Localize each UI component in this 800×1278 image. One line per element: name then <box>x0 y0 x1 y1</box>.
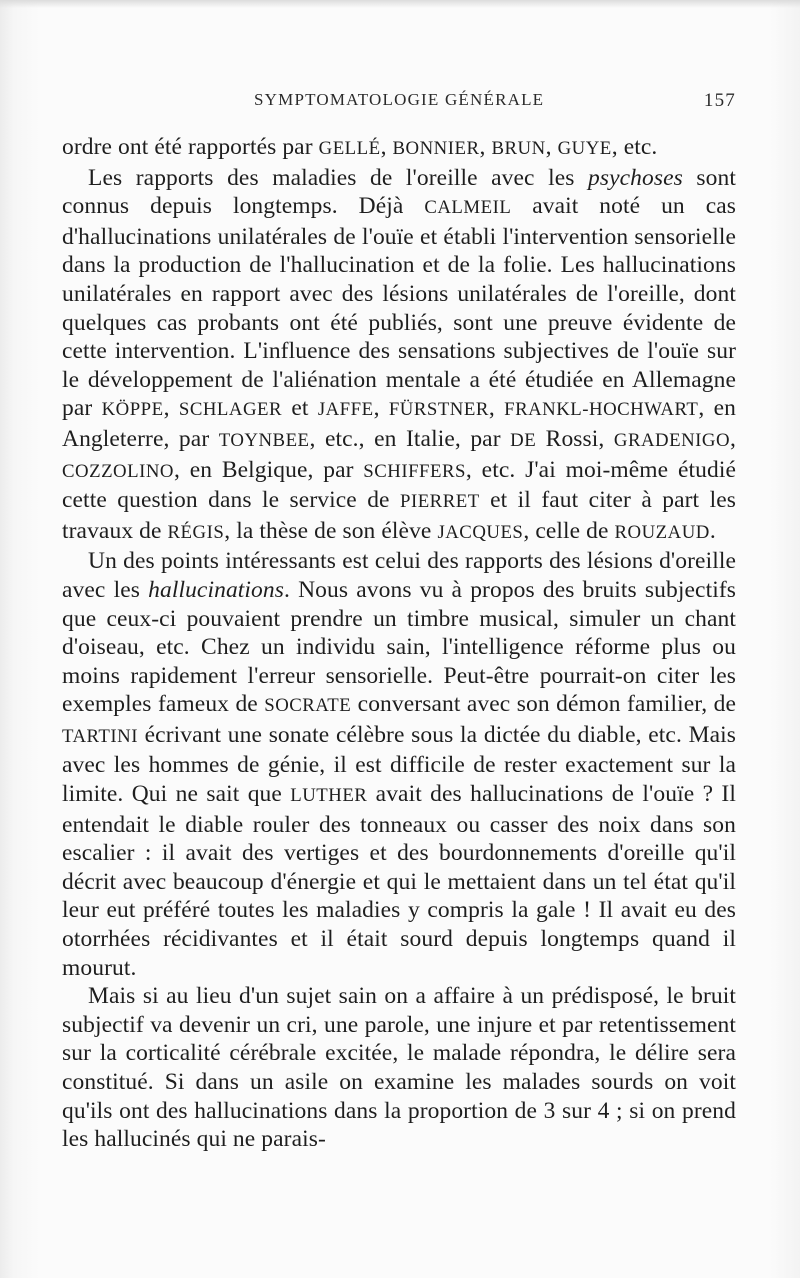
text-run: ordre ont été rapportés par <box>62 134 319 160</box>
text-run: , etc. J'ai moi-même étudié cette question dans le service de <box>62 456 736 514</box>
author-name: COZZOLINO <box>62 460 174 482</box>
text-run: , en Belgique, par <box>173 456 364 483</box>
text-run: , <box>730 425 737 452</box>
text-run: , <box>545 134 558 160</box>
text-run: , <box>488 395 505 422</box>
author-name: RÉGIS <box>167 521 225 543</box>
running-head-title: SYMPTOMATOLOGIE GÉNÉRALE <box>254 90 545 109</box>
author-name: FÜRSTNER <box>388 399 489 421</box>
body-text <box>62 133 736 1154</box>
text-run: , etc., en Italie, par <box>309 425 511 452</box>
text-run: , <box>163 395 179 422</box>
paragraph-continuation <box>62 133 736 164</box>
author-name: GRADENIGO <box>613 429 731 451</box>
text-run: Mais si au lieu d'un sujet sain on a affaire à un prédisposé, le bruit subjectif va devenir un cri, une parole, une injure et par retentissement sur la corticalité cérébrale excitée, le malade répondra, le délire sera constitué. Si dans un asile on examine les malades sourds on voit qu'ils ont des hallucinations dans la proportion de 3 sur 4 ; si on prend les hallucinés qui ne parais- <box>62 983 736 1153</box>
text-run: , <box>373 395 389 422</box>
text-run: , la thèse de son élève <box>224 517 438 544</box>
author-name: SOCRATE <box>264 695 352 717</box>
paragraph-hallucinations <box>62 547 736 982</box>
author-name: TOYNBEE <box>218 429 310 451</box>
author-name: SCHIFFERS <box>363 460 466 482</box>
text-run: avait des hallucinations de l'ouïe ? Il entendait le diable rouler des tonneaux ou casser des noix dans son escalier : il avait des vertiges et des bourdonnements d'oreille qu'il décrit avec beaucoup d'énergie et qui le mettaient dans un tel état qu'il leur eut préféré toutes les maladies y compris la gale ! Il avait eu des otorrhées récidivantes et il était sourd depuis longtemps quand il mourut. <box>62 781 736 981</box>
author-name: LUTHER <box>290 785 368 807</box>
text-run: sont connus depuis longtemps. Déjà <box>62 164 736 220</box>
text-run: conversant avec son démon familier, de <box>351 691 736 718</box>
page-edge-shadow <box>0 0 800 8</box>
author-name: CALMEIL <box>424 197 512 219</box>
text-run: . Nous avons vu à propos des bruits subjectifs que ceux-ci pouvaient prendre un timbre musical, simuler un chant d'oiseau, etc. Chez un individu sain, l'intelligence réforme plus ou moins rapidement l'erreur sensorielle. Peut-être pourrait-on citer les exemples fameux de <box>62 576 736 718</box>
text-run: avait noté un cas d'hallucinations unilatérales de l'ouïe et établi l'intervention sensorielle dans la production de l'hallucination et de la folie. Les hallucinations unilatérales en rapport avec des lésions unilatérales de l'oreille, dont quelques cas probants ont été publiés, sont une preuve évidente de cette intervention. L'influence des sensations subjectives de l'ouïe sur le développement de l'aliénation mentale a été étudiée en Allemagne par <box>62 193 736 422</box>
author-name: GELLÉ <box>318 138 381 159</box>
italic-term: psychoses <box>588 164 683 191</box>
author-particle: DE <box>510 429 537 451</box>
text-run: , celle de <box>523 517 615 544</box>
text-run: écrivant une sonate célèbre sous la dictée du diable, etc. Mais avec les hommes de génie, il est difficile de rester exactement sur la limite. Qui ne sait que <box>62 721 736 808</box>
author-name: SCHLAGER <box>178 399 283 421</box>
author-name: BRUN <box>491 138 546 159</box>
page-number: 157 <box>703 90 736 111</box>
author-name: JAFFE <box>317 399 374 421</box>
paragraph-psychoses <box>62 164 736 548</box>
text-run: et <box>282 395 318 422</box>
author-name: KÖPPE <box>101 399 164 421</box>
text-run: Un des points intéressants est celui des rapports des lésions d'oreille avec les <box>62 548 736 603</box>
text-run: Rossi, <box>536 425 614 452</box>
author-name: BONNIER <box>392 138 480 159</box>
author-name: PIERRET <box>400 491 480 513</box>
author-name: GUYE <box>557 138 612 159</box>
italic-term: hallucinations <box>148 576 284 603</box>
text-run: , <box>479 134 492 160</box>
text-run: Les rapports des maladies de l'oreille avec les <box>88 164 589 191</box>
running-head <box>62 90 736 114</box>
author-name: JACQUES <box>437 521 524 543</box>
text-run: , <box>380 134 393 160</box>
author-name: FRANKL-HOCHWART <box>504 399 699 421</box>
author-name: ROUZAUD <box>614 521 710 543</box>
text-run: , en Angleterre, par <box>62 395 736 452</box>
text-run: et il faut citer à part les travaux de <box>62 487 737 544</box>
paragraph-predisposed <box>62 982 736 1154</box>
text-run: . <box>709 517 716 544</box>
author-name: TARTINI <box>62 725 138 747</box>
text-run: , etc. <box>611 134 658 160</box>
